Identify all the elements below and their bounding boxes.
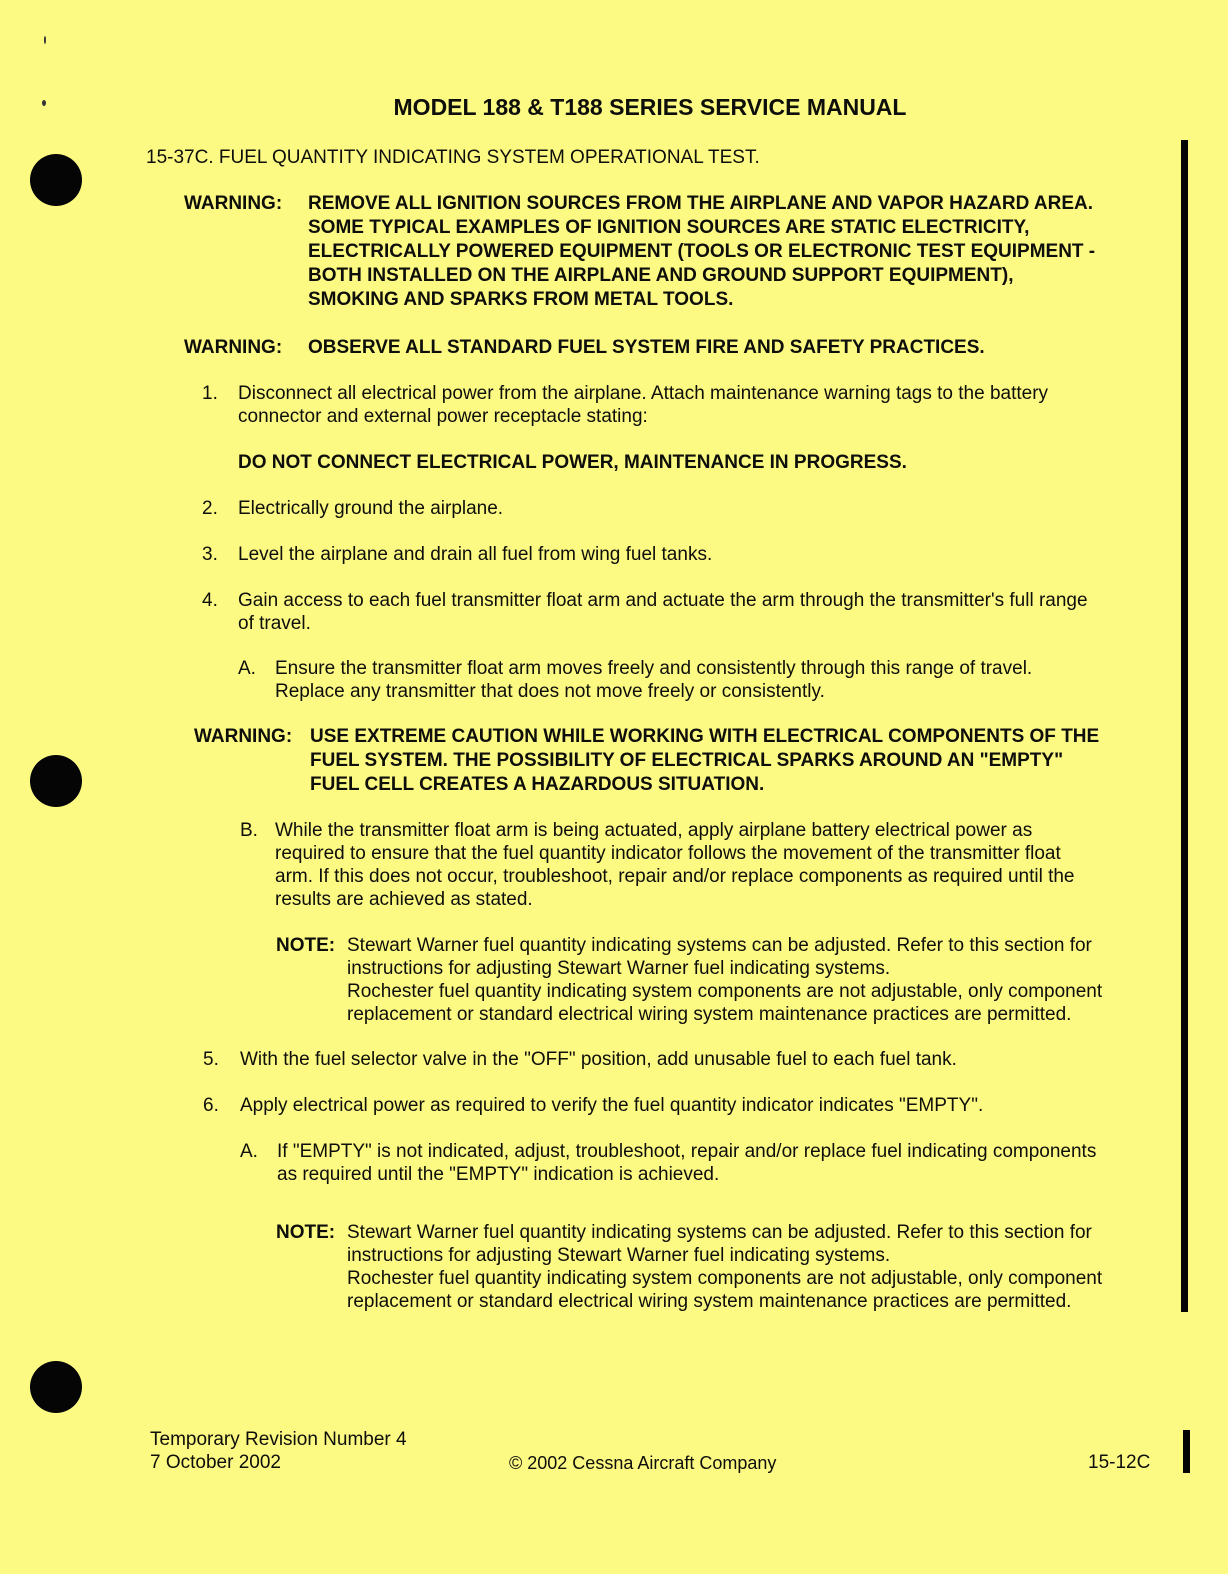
step-number: 3. [202, 544, 218, 565]
footer-revision: Temporary Revision Number 4 [150, 1429, 407, 1450]
warning-text: USE EXTREME CAUTION WHILE WORKING WITH ELECTRICAL COMPONENTS OF THE [310, 726, 1100, 747]
page-title: MODEL 188 & T188 SERIES SERVICE MANUAL [393, 94, 907, 120]
step-text: Disconnect all electrical power from the airplane. Attach maintenance warning tags to the battery [238, 383, 1049, 404]
step-number: 5. [203, 1049, 219, 1070]
warning-text: OBSERVE ALL STANDARD FUEL SYSTEM FIRE AND SAFETY PRACTICES. [308, 337, 985, 358]
note-text: Rochester fuel quantity indicating system components are not adjustable, only component [347, 981, 1103, 1002]
punch-hole-bottom [30, 1361, 82, 1413]
note-label: NOTE: [276, 1222, 336, 1243]
footer-page-number: 15-12C [1088, 1452, 1151, 1473]
substep-text: required to ensure that the fuel quantity indicator follows the movement of the transmitter float [275, 843, 1061, 864]
substep-text: arm. If this does not occur, troubleshoot, repair and/or replace components as required until the [275, 866, 1075, 887]
punch-hole-top [30, 154, 82, 206]
step-text: With the fuel selector valve in the "OFF" position, add unusable fuel to each fuel tank. [240, 1049, 957, 1070]
substep-text: While the transmitter float arm is being actuated, apply airplane battery electrical power as [275, 820, 1033, 841]
step-text: Gain access to each fuel transmitter float arm and actuate the arm through the transmitter's full range [238, 590, 1088, 611]
revision-bar-footer [1183, 1430, 1190, 1473]
step-text: Level the airplane and drain all fuel from wing fuel tanks. [238, 544, 713, 565]
note-text: Stewart Warner fuel quantity indicating systems can be adjusted. Refer to this section for [347, 1222, 1092, 1243]
section-heading: 15-37C. FUEL QUANTITY INDICATING SYSTEM OPERATIONAL TEST. [146, 147, 760, 168]
step-number: 2. [202, 498, 218, 519]
note-text: replacement or standard electrical wiring system maintenance practices are permitted. [347, 1004, 1072, 1025]
step-text: Electrically ground the airplane. [238, 498, 504, 519]
substep-text: Replace any transmitter that does not move freely or consistently. [275, 681, 825, 702]
note-text: Stewart Warner fuel quantity indicating systems can be adjusted. Refer to this section for [347, 935, 1092, 956]
footer-date: 7 October 2002 [150, 1452, 281, 1473]
note-text: instructions for adjusting Stewart Warner fuel indicating systems. [347, 958, 891, 979]
substep-text: Ensure the transmitter float arm moves freely and consistently through this range of travel. [275, 658, 1033, 679]
footer-copyright: © 2002 Cessna Aircraft Company [509, 1453, 777, 1473]
caution-tag-text: DO NOT CONNECT ELECTRICAL POWER, MAINTENANCE IN PROGRESS. [238, 452, 907, 473]
substep-text: as required until the "EMPTY" indication is achieved. [277, 1164, 720, 1185]
warning-text: FUEL CELL CREATES A HAZARDOUS SITUATION. [310, 774, 765, 795]
warning-text: FUEL SYSTEM. THE POSSIBILITY OF ELECTRICAL SPARKS AROUND AN "EMPTY" [310, 750, 1064, 771]
note-text: Rochester fuel quantity indicating system components are not adjustable, only component [347, 1268, 1103, 1289]
step-number: 1. [202, 383, 218, 404]
punch-hole-middle [30, 755, 82, 807]
step-text: Apply electrical power as required to verify the fuel quantity indicator indicates "EMPTY". [240, 1095, 984, 1116]
revision-bar [1181, 140, 1188, 1312]
step-text: connector and external power receptacle stating: [238, 406, 648, 427]
substep-text: results are achieved as stated. [275, 889, 533, 910]
step-text: of travel. [238, 613, 311, 634]
scan-speck [44, 36, 46, 44]
step-number: 4. [202, 590, 218, 611]
note-text: replacement or standard electrical wiring system maintenance practices are permitted. [347, 1291, 1072, 1312]
substep-letter: B. [240, 820, 258, 841]
substep-letter: A. [238, 658, 256, 679]
warning-label: WARNING: [194, 726, 293, 747]
step-number: 6. [203, 1095, 219, 1116]
substep-letter: A. [240, 1141, 258, 1162]
substep-text: If "EMPTY" is not indicated, adjust, troubleshoot, repair and/or replace fuel indicating components [277, 1141, 1097, 1162]
warning-label: WARNING: [184, 337, 283, 358]
warning-label: WARNING: [184, 193, 283, 214]
note-text: instructions for adjusting Stewart Warner fuel indicating systems. [347, 1245, 891, 1266]
note-label: NOTE: [276, 935, 336, 956]
